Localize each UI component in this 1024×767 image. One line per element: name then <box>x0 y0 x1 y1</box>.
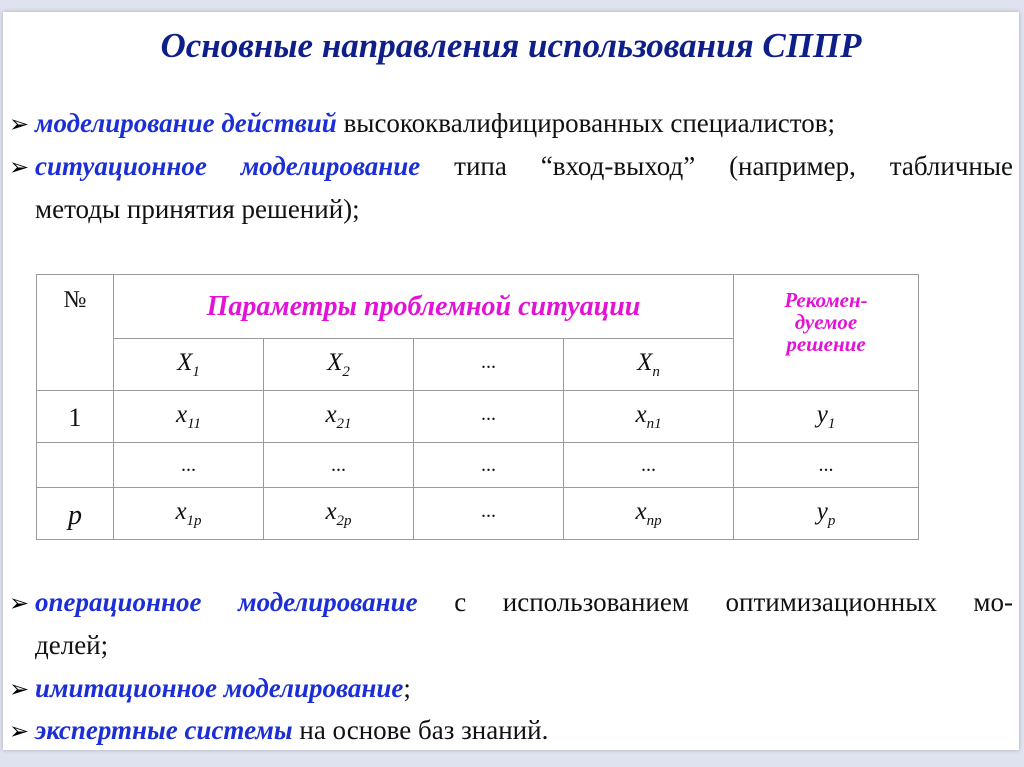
table-cell: ... <box>414 391 564 443</box>
bullet-2-continuation: методы принятия решений); <box>35 194 360 224</box>
table-cell-result: $y_p$ <box>734 488 919 540</box>
bullet-text: высококвалифицированных специалистов; <box>336 108 835 138</box>
table-subheader: $X_1$ <box>114 339 264 391</box>
bullet-arrow-icon: ➢ <box>9 155 30 181</box>
bullet-text: на основе баз знаний. <box>292 715 549 745</box>
table-cell: ... <box>114 443 264 488</box>
table-cell-result: $y_1$ <box>734 391 919 443</box>
table-subheader: $X_2$ <box>264 339 414 391</box>
row-number <box>37 443 114 488</box>
table-cell: $x_{11}$ <box>114 391 264 443</box>
slide-title: Основные направления использования СППР <box>160 26 862 65</box>
bullet-4 <box>9 667 1013 711</box>
bullet-arrow-icon: ➢ <box>9 719 30 745</box>
bullet-3 <box>9 581 1013 625</box>
table-row <box>37 443 919 488</box>
table-cell: $x_{1p}$ <box>114 488 264 540</box>
table-cell: ... <box>414 443 564 488</box>
slide <box>3 12 1019 750</box>
table-header-recommended: Рекомен- дуемое решение <box>734 275 919 391</box>
table-cell: $x_{np}$ <box>564 488 734 540</box>
table-header-parameters: Параметры проблемной ситуации <box>114 275 734 339</box>
table-cell: $x_{n1}$ <box>564 391 734 443</box>
bullet-term: моделирование действий <box>35 108 337 138</box>
bullet-5 <box>9 709 1013 753</box>
bullet-1 <box>9 102 1013 146</box>
table-cell: $x_{2p}$ <box>264 488 414 540</box>
decision-table <box>36 274 919 540</box>
table-cell: ... <box>264 443 414 488</box>
row-number: 1 <box>37 391 114 443</box>
bullet-arrow-icon: ➢ <box>9 112 30 138</box>
bullet-arrow-icon: ➢ <box>9 591 30 617</box>
bullet-term: экспертные системы <box>35 715 293 745</box>
row-number: p <box>37 488 114 540</box>
bullet-text: с использованием оптимизационных мо- <box>417 587 1013 617</box>
table-subheader: ... <box>414 339 564 391</box>
bullet-text: типа “вход-выход” (например, табличные <box>420 151 1013 181</box>
table-header-number: № <box>37 275 114 391</box>
table-cell: ... <box>564 443 734 488</box>
table-subheader: $X_n$ <box>564 339 734 391</box>
bullet-3-continuation: делей; <box>35 630 109 660</box>
bullet-term: ситуационное моделирование <box>35 151 421 181</box>
bullet-term: имитационное моделирование <box>35 673 404 703</box>
bullet-arrow-icon: ➢ <box>9 677 30 703</box>
table-cell: $x_{21}$ <box>264 391 414 443</box>
table-cell: ... <box>414 488 564 540</box>
bullet-2 <box>9 145 1013 189</box>
table-row <box>37 488 919 540</box>
bullet-text: ; <box>403 673 411 703</box>
bullet-term: операционное моделирование <box>35 587 418 617</box>
table-cell-result: ... <box>734 443 919 488</box>
table-row <box>37 391 919 443</box>
